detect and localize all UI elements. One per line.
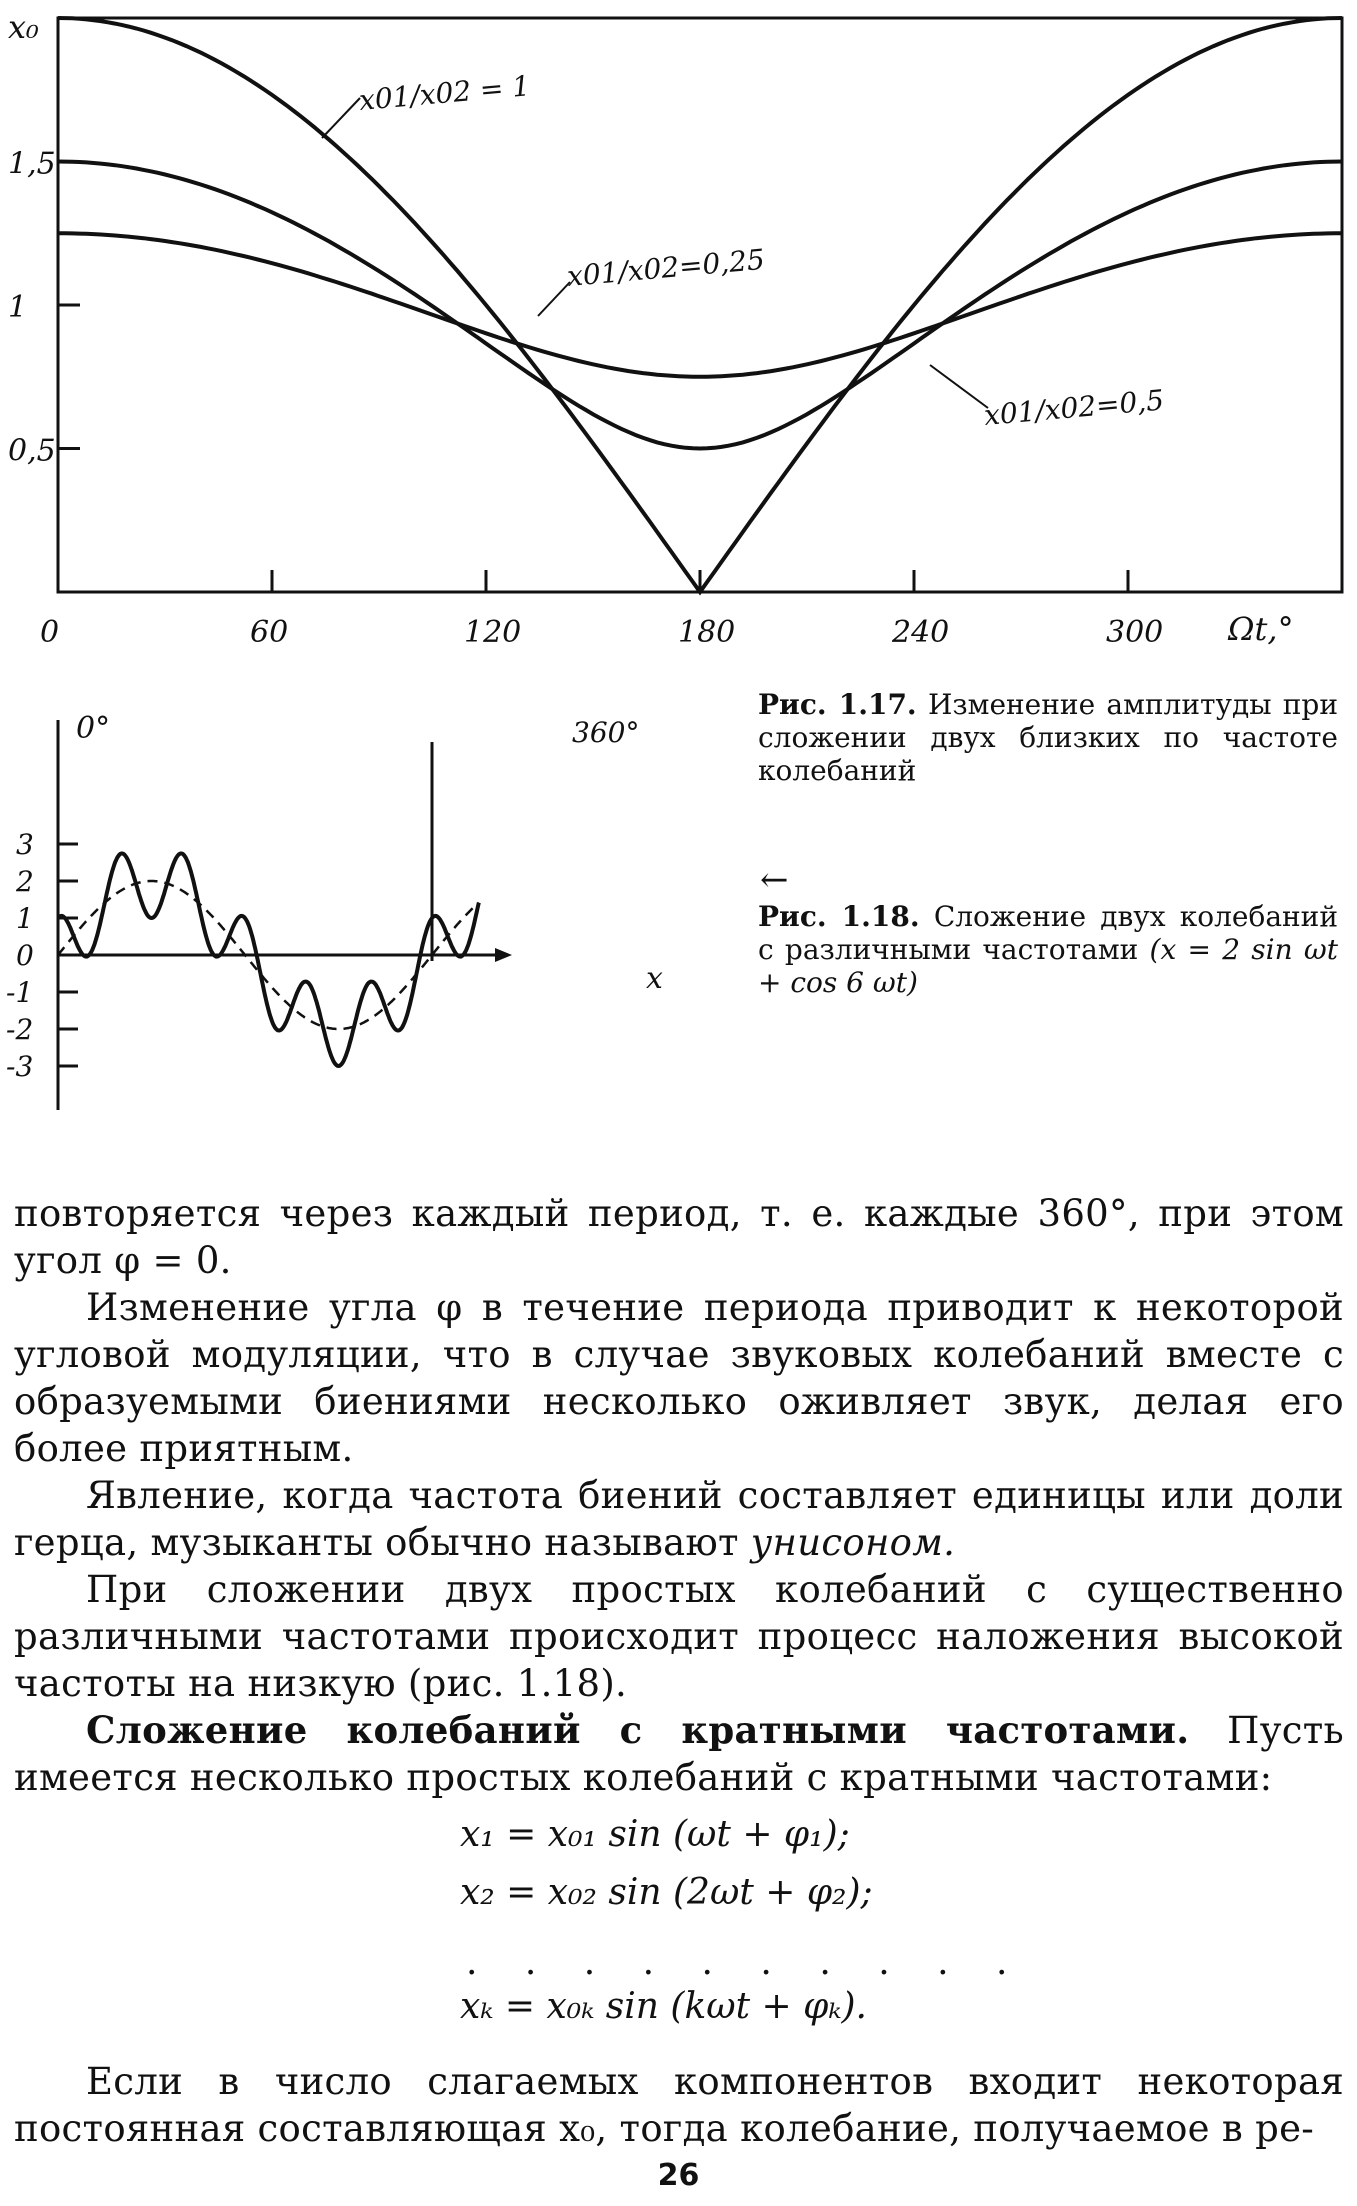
fig117-label-ratio-025: x01/x02=0,25: [565, 242, 766, 293]
fig117-series-line: [58, 18, 1342, 592]
fig117-x-tick-label: 180: [678, 615, 736, 650]
body-text-top: [14, 1190, 1344, 1801]
fig118-y-tick-label: 1: [16, 902, 34, 935]
paragraph-5: [14, 1707, 1344, 1801]
fig118-sum-curve: [58, 854, 479, 1067]
paragraph-3-text: Явление, когда частота биений составляет единицы или доли герца, музыканты обычно называют: [14, 1474, 1344, 1564]
term-unison: унисоном.: [750, 1521, 956, 1564]
fig118-caption-text: Сложение двух колебаний с различными частотами: [758, 900, 1339, 966]
paragraph-1: повторяется через каждый период, т. е. каждые 360°, при этом угол φ = 0.: [14, 1192, 1344, 1282]
fig117-leader-ratio-1: [322, 98, 360, 138]
formula-x1: x₁ = x₀₁ sin (ωt + φ₁);: [460, 1814, 850, 1855]
fig117-y-tick-label: 0,5: [8, 433, 56, 469]
fig117-y-tick-label: 1: [8, 290, 28, 325]
fig117-y-axis-label: x₀: [8, 8, 39, 46]
section-heading-multiple-frequencies: Сложение колебаний с кратными частотами.: [86, 1708, 1190, 1752]
figure-1-17-chart: [0, 0, 1357, 660]
fig118-y-axis-label: 0°: [76, 711, 111, 746]
fig118-360-label: 360°: [572, 716, 640, 749]
body-text-bottom: [14, 2058, 1344, 2152]
fig118-x-axis-arrow: [495, 948, 512, 962]
fig117-caption: [758, 688, 1338, 787]
page-number: 26: [657, 2158, 700, 2193]
fig117-x-tick-label: 0: [40, 615, 60, 650]
fig117-caption-text: Изменение амплитуды при сложении двух близких по частоте колебаний: [758, 688, 1338, 787]
formula-x2: x₂ = x₀₂ sin (2ωt + φ₂);: [460, 1872, 873, 1913]
paragraph-4: При сложении двух простых колебаний с существенно различными частотами происходит процесс наложения высокой частоты на низкую (рис. 1.18).: [14, 1568, 1344, 1705]
fig118-y-tick-label: 3: [16, 828, 34, 861]
fig117-x-tick-label: 240: [892, 615, 950, 650]
fig117-x-axis-label: Ωt,°: [1228, 610, 1294, 648]
figure-1-18-chart: [0, 690, 720, 1160]
fig117-x-tick-label: 60: [250, 615, 289, 650]
fig117-leader-ratio-025: [538, 282, 570, 316]
fig117-x-tick-label: 120: [464, 615, 522, 650]
fig118-caption-label: Рис. 1.18.: [758, 900, 920, 933]
formula-xk: xₖ = x₀ₖ sin (kωt + φₖ).: [460, 1986, 867, 2027]
paragraph-3: [14, 1472, 1344, 1566]
fig118-y-tick-label: 2: [16, 865, 34, 898]
fig118-x-axis-label: x: [646, 961, 663, 996]
fig118-y-tick-label: -3: [6, 1050, 34, 1083]
fig118-y-tick-label: -1: [6, 976, 34, 1009]
paragraph-6: Если в число слагаемых компонентов входит некоторая постоянная составляющая x₀, тогда колебание, получаемое в ре-: [14, 2060, 1344, 2150]
paragraph-2: Изменение угла φ в течение периода приводит к некоторой угловой модуляции, что в случае звуковых колебаний вместе с образуемыми биениями несколько оживляет звук, делая его более приятным.: [14, 1286, 1344, 1470]
fig118-y-tick-label: 0: [16, 939, 34, 972]
fig117-label-ratio-05: x01/x02=0,5: [982, 383, 1166, 432]
caption-arrow: ←: [760, 860, 789, 900]
fig118-caption-formula: (x = 2 sin ωt + cos 6 ωt): [758, 933, 1338, 999]
fig117-label-ratio-1: x01/x02 = 1: [357, 69, 532, 117]
formula-ellipsis: . . . . . . . . . .: [466, 1942, 1026, 1983]
fig117-leader-ratio-05: [930, 365, 988, 408]
fig117-frame: [58, 18, 1342, 592]
fig118-y-tick-label: -2: [6, 1013, 34, 1046]
paragraph-5-text: Пусть имеется несколько простых колебаний с кратными частотами:: [14, 1709, 1344, 1799]
fig117-caption-label: Рис. 1.17.: [758, 688, 917, 721]
fig117-y-tick-label: 1,5: [8, 146, 56, 182]
fig118-caption: [758, 900, 1338, 999]
fig117-x-tick-label: 300: [1106, 615, 1164, 650]
